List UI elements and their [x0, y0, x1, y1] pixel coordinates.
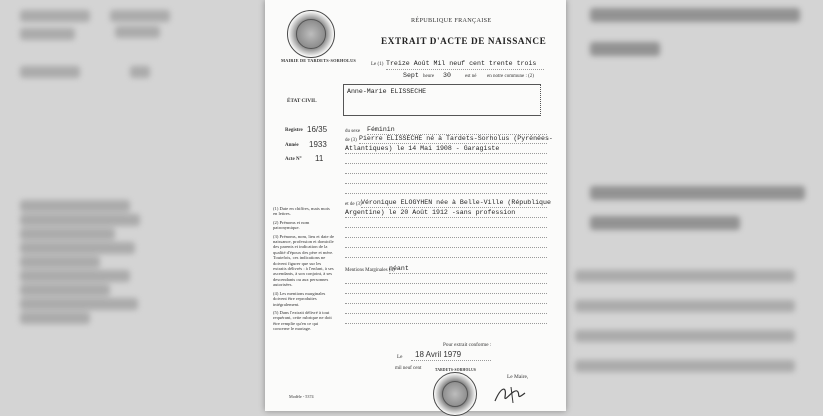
minutes-value: 30 — [443, 72, 451, 79]
mentions-value: néant — [389, 265, 409, 272]
footnote: (5) Dans l'extrait délivré à tout requérant, cette rubrique ne doit être remplie qu'en ce qui concerne le mariage. — [273, 309, 332, 332]
father-label: de (3) — [345, 138, 357, 143]
mil-label: mil neuf cent — [395, 366, 422, 371]
annee-label: Année — [285, 143, 299, 148]
footnote: (4) Les mentions marginales doivent être reproduites intégralement. — [273, 290, 326, 307]
father-line-2: Atlantiques) le 14 Mai 1908 - Garagiste — [345, 145, 500, 152]
etat-civil-label: ÉTAT CIVIL — [287, 98, 317, 104]
sexe-value: Féminin — [367, 126, 395, 133]
footnotes — [273, 206, 335, 335]
footnote: (3) Prénoms, nom, lieu et date de naissance, profession et domicile des parents et indication de la qualité d'époux des père et mère. Toutefois, ces indications ne doivent figurer que sur les extraits délivrés : à l'enfant, à ses ascendants, à son conjoint, à ses descendants ou aux personnes autorisées. — [273, 233, 334, 288]
acte-label: Acte N° — [285, 157, 302, 162]
conform-label: Pour extrait conforme : — [443, 342, 492, 348]
form-code: Modèle - 5374 — [289, 394, 314, 399]
issue-date: 18 Avril 1979 — [415, 350, 462, 359]
republic-header: RÉPUBLIQUE FRANÇAISE — [411, 17, 492, 24]
page-title: EXTRAIT D'ACTE DE NAISSANCE — [381, 36, 547, 46]
date-label: Le (1) — [371, 62, 384, 67]
born-label: est né — [465, 74, 477, 79]
bottom-seal-icon — [433, 372, 477, 416]
mayor-label: Le Maire, — [507, 374, 529, 380]
bg-text-1 — [592, 24, 685, 32]
date-value: Treize Août Mil neuf cent trente trois — [386, 60, 537, 67]
mentions-label: Mentions Marginales (4) — [345, 268, 395, 273]
time-value: Sept — [403, 72, 419, 79]
mother-line-1: Véronique ELOGYHEN née à Belle-Ville (République — [361, 199, 551, 206]
town-hall-seal-icon — [287, 10, 335, 58]
footnote: (2) Prénoms et nom patronymique. — [273, 219, 310, 231]
sexe-label: du sexe — [345, 129, 361, 134]
acte-value: 11 — [315, 154, 324, 163]
mother-label: et de (3) — [345, 202, 362, 207]
father-line-1: Pierre ELISSECHE né à Tardets-Sorholus (Pyrénées- — [359, 135, 553, 142]
seal-text: MAIRIE DE TARDETS-SORHOLUS — [281, 58, 356, 63]
time-label: heure — [423, 74, 435, 79]
footnote: (1) Date en chiffres, mais mois en lettres. — [273, 206, 330, 217]
registre-label: Registre — [285, 128, 303, 133]
issue-date-prefix: Le — [397, 354, 403, 360]
mayor-signature-icon — [491, 383, 531, 405]
child-name: Anne-Marie ELISSECHE — [347, 88, 427, 95]
birth-certificate-extract — [265, 0, 566, 411]
commune-label: en notre commune : (2) — [487, 74, 534, 79]
registre-value: 16/35 — [307, 125, 328, 134]
mother-line-2: Argentine) le 20 Août 1912 -sans profession — [345, 209, 516, 216]
annee-value: 1933 — [309, 140, 327, 149]
bottom-seal-text: TARDETS-SORHOLUS — [435, 368, 477, 372]
bg-text-2 — [592, 200, 690, 208]
